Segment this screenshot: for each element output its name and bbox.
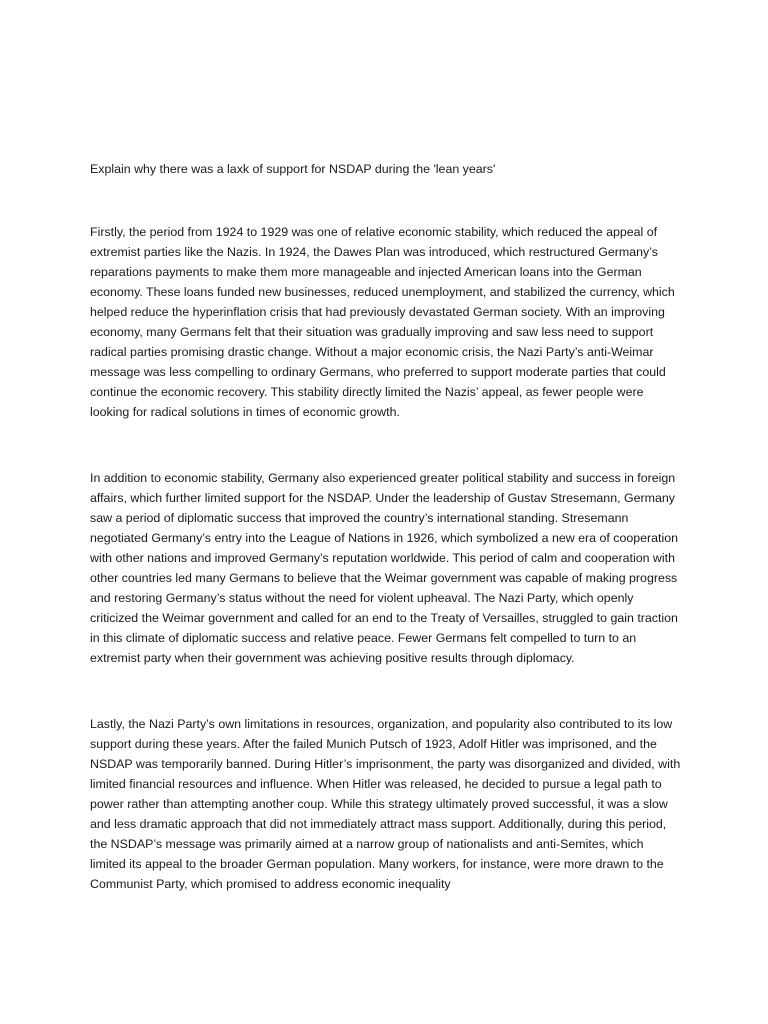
document-title: Explain why there was a laxk of support for NSDAP during the 'lean years' [90,162,496,176]
document-body [90,159,682,894]
paragraph-economic-stability: Firstly, the period from 1924 to 1929 was one of relative economic stability, which reduced the appeal of extremist parties like the Nazis. In 1924, the Dawes Plan was introduced, which restructured Germany’s reparations payments to make them more manageable and injected American loans into the German economy. These loans funded new businesses, reduced unemployment, and stabilized the currency, which helped reduce the hyperinflation crisis that had previously devastated German society. With an improving economy, many Germans felt that their situation was gradually improving and saw less need to support radical parties promising drastic change. Without a major economic crisis, the Nazi Party’s anti-Weimar message was less compelling to ordinary Germans, who preferred to support moderate parties that could continue the economic recovery. This stability directly limited the Nazis’ appeal, as fewer people were looking for radical solutions in times of economic growth. [90,225,675,419]
paragraph-party-limitations: Lastly, the Nazi Party’s own limitations in resources, organization, and popularity also contributed to its low support during these years. After the failed Munich Putsch of 1923, Adolf Hitler was imprisoned, and the NSDAP was temporarily banned. During Hitler’s imprisonment, the party was disorganized and divided, with limited financial resources and influence. When Hitler was released, he decided to pursue a legal path to power rather than attempting another coup. While this strategy ultimately proved successful, it was a slow and less dramatic approach that did not immediately attract mass support. Additionally, during this period, the NSDAP’s message was primarily aimed at a narrow group of nationalists and anti-Semites, which limited its appeal to the broader German population. Many workers, for instance, were more drawn to the Communist Party, which promised to address economic inequality [90,717,681,891]
paragraph-political-stability: In addition to economic stability, Germany also experienced greater political stability and success in foreign affairs, which further limited support for the NSDAP. Under the leadership of Gustav Stresemann, Germany saw a period of diplomatic success that improved the country’s international standing. Stresemann negotiated Germany’s entry into the League of Nations in 1926, which symbolized a new era of cooperation with other nations and improved Germany’s reputation worldwide. This period of calm and cooperation with other countries led many Germans to believe that the Weimar government was capable of making progress and restoring Germany’s status without the need for violent upheaval. The Nazi Party, which openly criticized the Weimar government and called for an end to the Treaty of Versailles, struggled to gain traction in this climate of diplomatic success and relative peace. Fewer Germans felt compelled to turn to an extremist party when their government was achieving positive results through diplomacy. [90,471,678,665]
